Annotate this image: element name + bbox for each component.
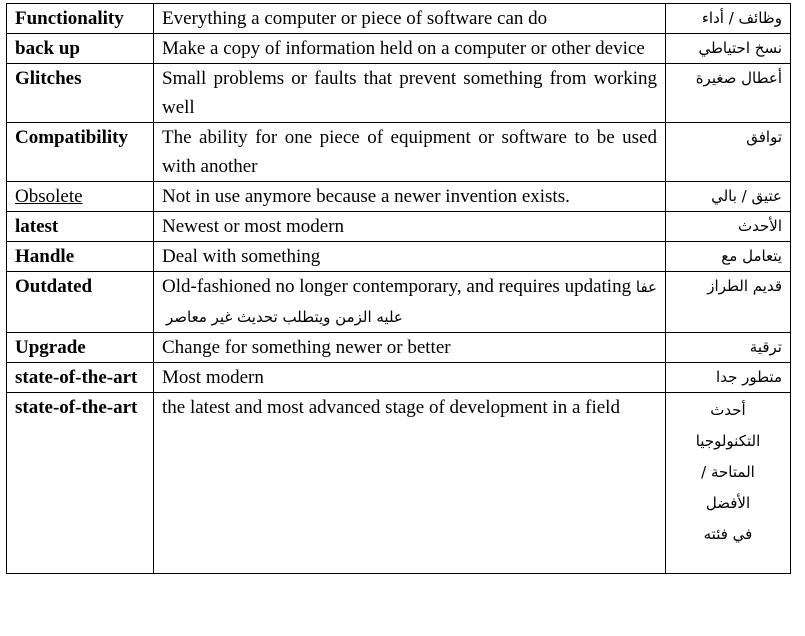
arabic-line: الأفضل <box>705 494 751 512</box>
arabic-line: التكنولوجيا <box>695 432 761 450</box>
arabic-translation-cell: نسخ احتياطي <box>666 34 791 64</box>
table-row <box>7 4 791 34</box>
arabic-line: المتاحة / <box>701 463 755 481</box>
term-cell: Functionality <box>7 4 154 34</box>
definition-cell: The ability for one piece of equipment or software to be used with another <box>154 123 666 182</box>
definition-cell: Small problems or faults that prevent something from working well <box>154 64 666 123</box>
definition-cell: Change for something newer or better <box>154 333 666 363</box>
term-cell: state-of-the-art <box>7 363 154 393</box>
term-cell: Handle <box>7 242 154 272</box>
arabic-translation-cell <box>666 393 791 574</box>
vocabulary-table <box>6 3 791 574</box>
definition-cell: Not in use anymore because a newer invention exists. <box>154 182 666 212</box>
arabic-line: أحدث <box>710 401 746 419</box>
table-row <box>7 272 791 333</box>
term-cell: Compatibility <box>7 123 154 182</box>
table-row <box>7 393 791 574</box>
term-cell: latest <box>7 212 154 242</box>
term-cell: Upgrade <box>7 333 154 363</box>
table-row <box>7 212 791 242</box>
arabic-translation-cell: وظائف / أداء <box>666 4 791 34</box>
arabic-line: في فئته <box>703 525 753 543</box>
definition-cell: Most modern <box>154 363 666 393</box>
arabic-translation-cell: عتيق / بالي <box>666 182 791 212</box>
term-cell: Outdated <box>7 272 154 333</box>
arabic-translation-cell: متطور جدا <box>666 363 791 393</box>
arabic-translation-cell: يتعامل مع <box>666 242 791 272</box>
term-cell: Obsolete <box>7 182 154 212</box>
term-cell: state-of-the-art <box>7 393 154 574</box>
definition-cell: Everything a computer or piece of software can do <box>154 4 666 34</box>
arabic-translation-cell: أعطال صغيرة <box>666 64 791 123</box>
arabic-translation-cell: توافق <box>666 123 791 182</box>
definition-cell: Make a copy of information held on a computer or other device <box>154 34 666 64</box>
arabic-translation-cell: الأحدث <box>666 212 791 242</box>
term-cell: back up <box>7 34 154 64</box>
table-row <box>7 242 791 272</box>
table-row <box>7 182 791 212</box>
definition-cell: Deal with something <box>154 242 666 272</box>
definition-cell: the latest and most advanced stage of development in a field <box>154 393 666 574</box>
table-row <box>7 64 791 123</box>
definition-text: Old-fashioned no longer contemporary, and requires updating <box>162 276 632 297</box>
definition-cell <box>154 272 666 333</box>
table-row <box>7 363 791 393</box>
arabic-translation-cell: ترقية <box>666 333 791 363</box>
table-row <box>7 123 791 182</box>
table-row <box>7 333 791 363</box>
definition-cell: Newest or most modern <box>154 212 666 242</box>
table-row <box>7 34 791 64</box>
term-cell: Glitches <box>7 64 154 123</box>
arabic-translation-cell: قديم الطراز <box>666 272 791 333</box>
definition-arabic-text: عفا عليه الزمن ويتطلب تحديث غير معاصر <box>166 278 657 326</box>
